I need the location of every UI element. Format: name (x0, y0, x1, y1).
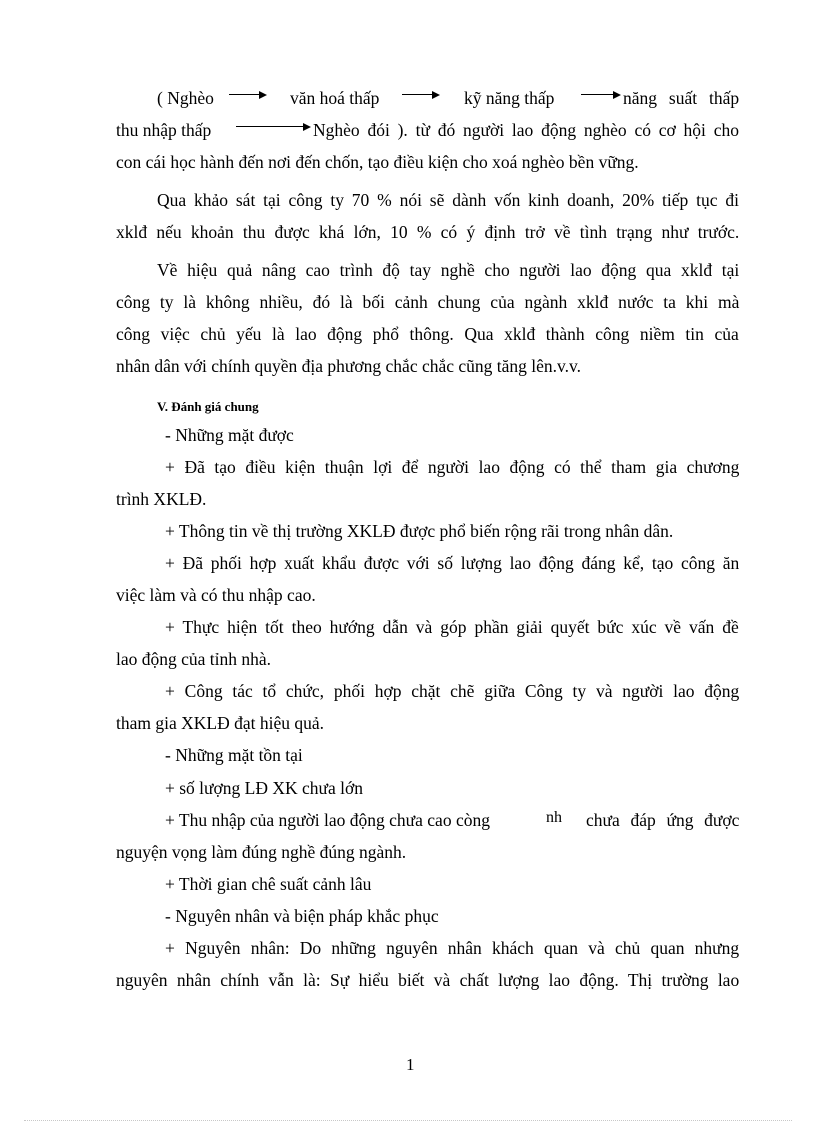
text-line: + Đã tạo điều kiện thuận lợi để người lao động có thể tham gia chương (165, 457, 740, 477)
text-line: - Những mặt tồn tại (165, 745, 303, 765)
text-line: tham gia XKLĐ đạt hiệu quả. (116, 713, 325, 733)
text-line: nguyện vọng làm đúng nghề đúng ngành. (116, 842, 407, 862)
text-line: chưa đáp ứng được (586, 810, 740, 830)
text-line: lao động của tỉnh nhà. (116, 649, 272, 669)
arrow-right-icon (581, 91, 621, 99)
text-line: + Nguyên nhân: Do những nguyên nhân khách quan và chủ quan nhưng (165, 938, 740, 958)
text-line: + số lượng LĐ XK chưa lớn (165, 778, 364, 798)
section-heading: V. Đánh giá chung (157, 399, 259, 414)
text-line: + Thông tin về thị trường XKLĐ được phổ biến rộng rãi trong nhân dân. (165, 521, 674, 541)
text-line: xklđ nếu khoản thu được khá lớn, 10 % có ý định trở về tình trạng như trước. (116, 222, 740, 242)
text-line: công việc chủ yếu là lao động phổ thông. Qua xklđ thành công niềm tin của (116, 324, 739, 344)
text-line: con cái học hành đến nơi đến chốn, tạo điều kiện cho xoá nghèo bền vững. (116, 152, 639, 172)
page-bottom-border (24, 1120, 792, 1121)
text-line: văn hoá thấp (290, 88, 380, 108)
text-line: năng suất thấp (623, 88, 740, 108)
text-line: + Thu nhập của người lao động chưa cao còng (165, 810, 490, 830)
text-line: ( Nghèo (157, 88, 214, 108)
text-line: trình XKLĐ. (116, 489, 207, 509)
arrow-right-icon (229, 91, 267, 99)
text-line: + Thực hiện tốt theo hướng dẫn và góp phần giải quyết bức xúc về vấn đề (165, 617, 739, 637)
text-line: nhân dân với chính quyền địa phương chắc chắc cũng tăng lên.v.v. (116, 356, 582, 376)
text-line: + Thời gian chê suất cảnh lâu (165, 874, 372, 894)
text-line: Về hiệu quả nâng cao trình độ tay nghề cho người lao động qua xklđ tại (157, 260, 740, 280)
text-line: thu nhập thấp (116, 120, 212, 140)
text-line: Qua khảo sát tại công ty 70 % nói sẽ dành vốn kinh doanh, 20% tiếp tục đi (157, 190, 739, 210)
text-line: Nghèo đói ). từ đó người lao động nghèo có cơ hội cho (313, 120, 739, 140)
text-line: + Đã phối hợp xuất khẩu được với số lượng lao động đáng kể, tạo công ăn (165, 553, 740, 573)
text-line: + Công tác tổ chức, phối hợp chặt chẽ giữa Công ty và người lao động (165, 681, 740, 701)
text-line: - Những mặt được (165, 425, 294, 445)
text-line: nh (546, 809, 562, 826)
text-line: - Nguyên nhân và biện pháp khắc phục (165, 906, 439, 926)
page-number: 1 (406, 1055, 415, 1074)
text-line: việc làm và có thu nhập cao. (116, 585, 316, 605)
arrow-right-icon (402, 91, 440, 99)
text-line: kỹ năng thấp (464, 88, 555, 108)
arrow-right-icon (236, 123, 311, 131)
text-line: nguyên nhân chính vẫn là: Sự hiểu biết và chất lượng lao động. Thị trường lao (116, 970, 740, 990)
text-line: công ty là không nhiều, đó là bối cảnh chung của ngành xklđ nước ta khi mà (116, 292, 740, 312)
